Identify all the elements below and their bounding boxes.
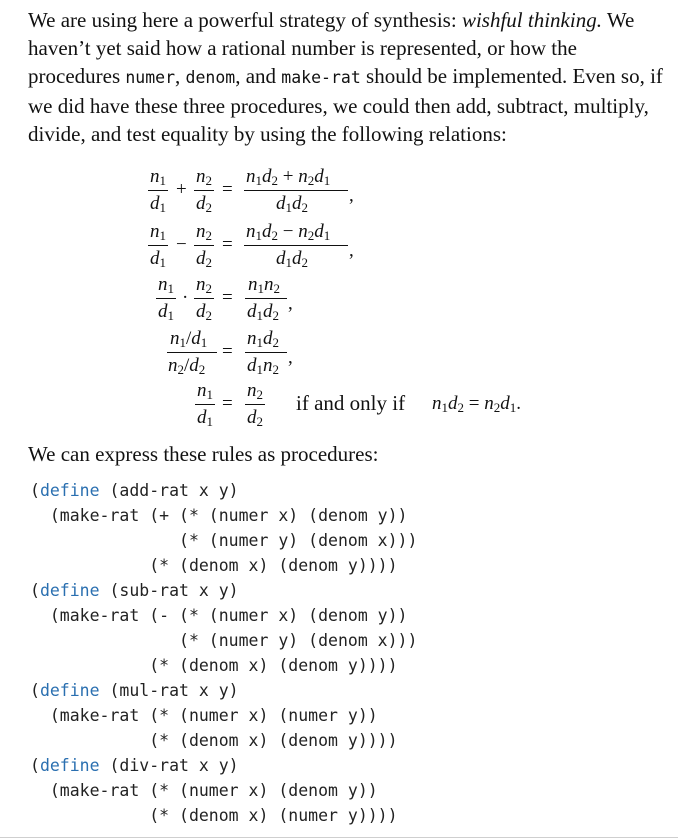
eq3-bar-1 <box>156 298 176 299</box>
code-line <box>30 753 417 778</box>
code-line <box>30 553 417 578</box>
code-line <box>30 803 417 828</box>
eq4-rhs-num: $n_1d_2$ <box>247 328 279 350</box>
code-text: (* (numer y) (denom x))) <box>30 631 418 650</box>
eq1-bar-1 <box>148 190 168 191</box>
eq1-rhs-num: $n_1d_2 + n_2d_1$ <box>246 166 331 188</box>
eq3-lhs-num2: $n_2$ <box>196 274 212 296</box>
code-denom: denom <box>185 68 236 87</box>
code-line <box>30 778 417 803</box>
code-numer: numer <box>125 68 176 87</box>
code-text: (sub-rat x y) <box>99 581 239 600</box>
code-text: (* (numer y) (denom x))) <box>30 531 418 550</box>
eq3-equals: = <box>222 287 233 308</box>
eq3-bar-rhs <box>245 298 287 299</box>
eq5-equals: = <box>222 393 233 414</box>
eq3-rhs-num: $n_1n_2$ <box>248 274 280 296</box>
code-line <box>30 478 417 503</box>
intro-text-4: , and <box>235 64 282 88</box>
eq3-rhs-den: $d_1d_2$ <box>247 301 279 323</box>
code-line <box>30 503 417 528</box>
intro-text-2: We haven’t yet said how a rational number is represented, or how the procedures <box>28 8 635 88</box>
eq3-dot: · <box>182 287 189 308</box>
eq1-lhs-num2: $n_2$ <box>196 166 212 188</box>
eq5-lhs-den: $d_1$ <box>197 407 213 429</box>
eq4-rhs-den: $d_1n_2$ <box>247 355 279 377</box>
code-line <box>30 578 417 603</box>
code-make-rat: make-rat <box>281 68 361 87</box>
code-text: ( <box>30 581 40 600</box>
code-text: (* (denom x) (numer y)))) <box>30 806 398 825</box>
code-text: ( <box>30 481 40 500</box>
define-keyword: define <box>39 756 100 775</box>
intro-paragraph <box>28 6 664 148</box>
code-text: (div-rat x y) <box>99 756 239 775</box>
intro-emphasis: wishful thinking. <box>461 8 602 32</box>
code-text: (make-rat (+ (* (numer x) (denom y)) <box>30 506 408 525</box>
code-line <box>30 603 417 628</box>
eq2-rhs-den: $d_1d_2$ <box>276 248 308 270</box>
eq5-bar-lhs <box>195 404 215 405</box>
eq3-lhs-den2: $d_2$ <box>196 301 212 323</box>
eq1-equals: = <box>222 179 233 200</box>
code-line <box>30 728 417 753</box>
eq1-comma: , <box>349 185 354 206</box>
code-line <box>30 528 417 553</box>
code-line <box>30 628 417 653</box>
eq3-comma: , <box>288 293 293 314</box>
iff-text: if and only if <box>296 391 406 415</box>
code-text: (make-rat (* (numer x) (denom y)) <box>30 781 378 800</box>
eq5-bar-rhs <box>245 404 265 405</box>
eq1-lhs-den1: $d_1$ <box>150 193 166 215</box>
eq1-lhs-num1: $n_1$ <box>150 166 166 188</box>
intro-text-1: We are using here a powerful strategy of synthesis: <box>28 8 462 32</box>
eq1-plus: + <box>176 179 187 200</box>
eq2-bar-rhs <box>244 245 348 246</box>
code-text: (make-rat (- (* (numer x) (denom y)) <box>30 606 408 625</box>
eq5-condition: $n_1d_2 = n_2d_1$. <box>432 393 521 415</box>
code-text: ( <box>30 681 40 700</box>
code-block <box>30 478 417 828</box>
eq4-equals: = <box>222 341 233 362</box>
eq2-minus: − <box>176 234 187 255</box>
eq2-equals: = <box>222 234 233 255</box>
eq4-lhs-den: $n_2/d_2$ <box>168 355 206 377</box>
code-text: (make-rat (* (numer x) (numer y)) <box>30 706 378 725</box>
code-text: (add-rat x y) <box>99 481 239 500</box>
code-line <box>30 678 417 703</box>
eq2-lhs-num1: $n_1$ <box>150 221 166 243</box>
eq1-bar-rhs <box>244 190 348 191</box>
eq3-lhs-num1: $n_1$ <box>158 274 174 296</box>
eq2-lhs-den1: $d_1$ <box>150 248 166 270</box>
eq1-bar-2 <box>194 190 214 191</box>
code-line <box>30 653 417 678</box>
eq3-lhs-den1: $d_1$ <box>158 301 174 323</box>
eq1-rhs-den: $d_1d_2$ <box>276 193 308 215</box>
eq4-comma: , <box>288 347 293 368</box>
eq2-lhs-num2: $n_2$ <box>196 221 212 243</box>
define-keyword: define <box>39 581 100 600</box>
code-text: (* (denom x) (denom y)))) <box>30 656 398 675</box>
code-line <box>30 703 417 728</box>
eq2-bar-2 <box>194 245 214 246</box>
define-keyword: define <box>39 681 100 700</box>
eq4-bar-lhs <box>167 352 217 353</box>
eq3-bar-2 <box>194 298 214 299</box>
code-text: (* (denom x) (denom y)))) <box>30 556 398 575</box>
code-text: (* (denom x) (denom y)))) <box>30 731 398 750</box>
code-text: ( <box>30 756 40 775</box>
equations-block <box>0 158 678 433</box>
code-text: (mul-rat x y) <box>99 681 239 700</box>
eq1-lhs-den2: $d_2$ <box>196 193 212 215</box>
intro-text-5: should be implemented. Even so, if we did have these three procedures, we could then add, subtract, multiply, divide, and test equality by using the following relations: <box>28 64 663 146</box>
outro-paragraph: We can express these rules as procedures: <box>28 442 379 466</box>
eq4-lhs-num: $n_1/d_1$ <box>170 328 208 350</box>
define-keyword: define <box>39 481 100 500</box>
eq5-rhs-num: $n_2$ <box>247 380 263 402</box>
eq4-bar-rhs <box>245 352 287 353</box>
eq2-rhs-num: $n_1d_2 - n_2d_1$ <box>246 221 331 243</box>
eq2-bar-1 <box>148 245 168 246</box>
eq5-rhs-den: $d_2$ <box>247 407 263 429</box>
eq2-lhs-den2: $d_2$ <box>196 248 212 270</box>
eq5-lhs-num: $n_1$ <box>197 380 213 402</box>
eq2-comma: , <box>349 240 354 261</box>
intro-text-3: , <box>175 64 186 88</box>
